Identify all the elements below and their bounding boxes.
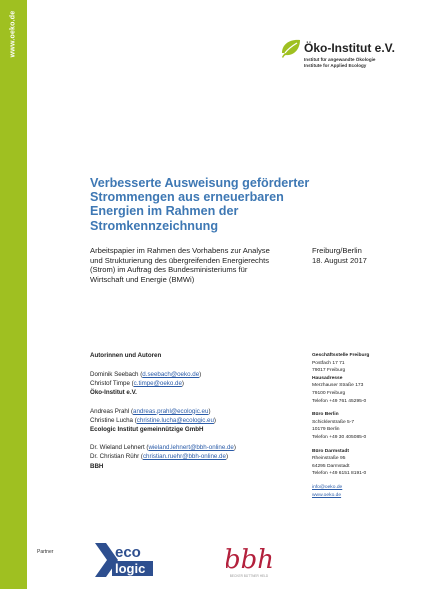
author-line: Dominik Seebach (d.seebach@oeko.de) <box>90 371 202 378</box>
ecologic-logo <box>94 541 154 579</box>
subtitle-line: Wirtschaft und Energie (BMWi) <box>90 274 195 284</box>
author-name: Andreas Prahl <box>90 407 130 415</box>
office-line: 79100 Freiburg <box>312 390 346 396</box>
logo-tagline-en: Institute for Applied Ecology <box>304 63 367 68</box>
title-line: Strommengen aus erneuerbaren <box>90 190 284 205</box>
author-name: Dr. Wieland Lehnert <box>90 444 145 452</box>
leaf-icon <box>280 38 302 60</box>
ecologic-logo-bottom: logic <box>115 561 146 576</box>
subtitle-line: und Strukturierung des übergreifenden Energierechts <box>90 255 269 265</box>
website-link[interactable]: www.oeko.de <box>312 492 342 498</box>
oeko-institut-logo <box>280 38 412 80</box>
office-line: Telefon +49 30 405085-0 <box>312 434 367 440</box>
place: Freiburg/Berlin <box>312 246 362 255</box>
contact-email-link[interactable]: info@oeko.de <box>312 484 343 490</box>
bbh-logo-mark: bbh <box>226 545 272 574</box>
author-line: Dr. Christian Rühr (christian.ruehr@bbh-online.de) <box>90 453 229 461</box>
office-subheading: Hausadresse <box>312 375 343 381</box>
author-group <box>90 370 300 398</box>
document-subtitle <box>90 246 305 284</box>
title-line: Verbesserte Ausweisung geförderter <box>90 176 310 190</box>
author-email-link[interactable]: wieland.lehnert@bbh-online.de <box>148 444 234 452</box>
author-email-link[interactable]: christian.ruehr@bbh-online.de <box>142 453 226 461</box>
office-heading: Geschäftsstelle Freiburg <box>312 353 370 358</box>
author-name: Dominik Seebach <box>90 371 139 378</box>
author-email-link[interactable]: christine.lucha@ecologic.eu <box>136 416 214 424</box>
contact-links <box>312 484 418 499</box>
subtitle-line: Arbeitspapier im Rahmen des Vorhabens zur Analyse <box>90 246 270 255</box>
office-line: 79017 Freiburg <box>312 368 346 374</box>
logo-tagline-de: Institut für angewandte Ökologie <box>304 57 376 62</box>
bbh-mark <box>226 540 272 574</box>
author-group <box>90 443 300 471</box>
office-freiburg <box>312 352 418 405</box>
title-line: Stromkennzeichnung <box>90 218 219 233</box>
office-line: Schicklerstraße 5-7 <box>312 419 355 425</box>
office-line: Telefon +49 761 45295-0 <box>312 398 367 404</box>
title-line: Energien im Rahmen der <box>90 204 239 219</box>
office-heading: Büro Darmstadt <box>312 448 349 454</box>
logo-name: Öko-Institut e.V. <box>304 41 395 55</box>
author-email-link[interactable]: andreas.prahl@ecologic.eu <box>133 407 209 415</box>
author-organization: Ecologic Institut gemeinnützige GmbH <box>90 426 204 434</box>
document-title <box>90 176 330 233</box>
bbh-text: BECKER BÜTTNER HELD <box>229 574 269 578</box>
author-email-link[interactable]: d.seebach@oeko.de <box>142 371 200 378</box>
author-line: Andreas Prahl (andreas.prahl@ecologic.eu) <box>90 407 211 415</box>
office-line: Telefon +49 6151 8191-0 <box>312 471 367 477</box>
office-berlin <box>312 411 418 441</box>
office-heading: Büro Berlin <box>312 412 339 418</box>
author-line: Christine Lucha (christine.lucha@ecologic.eu) <box>90 416 216 424</box>
author-name: Christine Lucha <box>90 416 133 424</box>
author-group <box>90 407 300 435</box>
authors-block <box>90 352 300 480</box>
office-darmstadt <box>312 448 418 478</box>
office-line: 64295 Darmstadt <box>312 463 350 469</box>
authors-heading: Autorinnen und Autoren <box>90 352 162 359</box>
subtitle-line: (Strom) im Auftrag des Bundesministeriums für <box>90 265 248 275</box>
office-line: Postfach 17 71 <box>312 360 345 366</box>
bbh-logo <box>226 540 272 578</box>
author-name: Christof Timpe <box>90 380 130 388</box>
author-line: Christof Timpe (c.timpe@oeko.de) <box>90 380 184 388</box>
ecologic-logo-top: eco <box>115 544 141 561</box>
office-line: Merzhauser Straße 173 <box>312 383 364 389</box>
author-line: Dr. Wieland Lehnert (wieland.lehnert@bbh-online.de) <box>90 444 236 452</box>
office-line: 10179 Berlin <box>312 427 340 433</box>
author-email-link[interactable]: c.timpe@oeko.de <box>133 380 182 388</box>
date: 18. August 2017 <box>312 255 367 265</box>
office-addresses <box>312 352 418 499</box>
sidebar-band <box>0 0 27 589</box>
sidebar-url[interactable]: www.oeko.de <box>9 10 17 58</box>
office-line: Rheinstraße 95 <box>312 456 346 462</box>
place-date <box>312 246 367 265</box>
partner-label: Partner <box>37 549 54 555</box>
author-name: Dr. Christian Rühr <box>90 453 140 461</box>
author-organization: BBH <box>90 462 104 470</box>
author-organization: Öko-Institut e.V. <box>90 389 137 397</box>
